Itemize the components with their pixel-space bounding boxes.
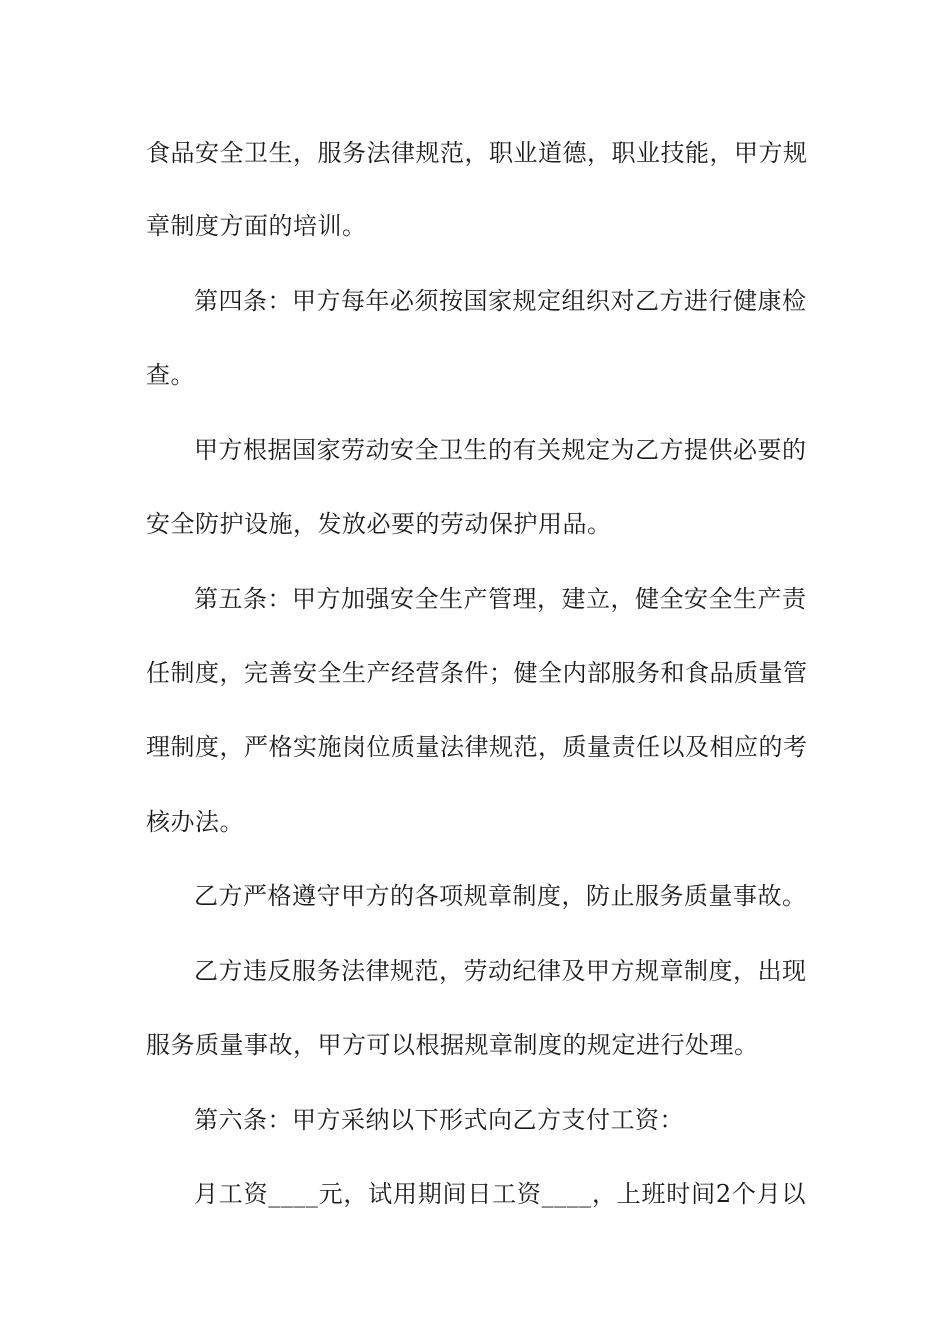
text-line: 第六条：甲方采纳以下形式向乙方支付工资： — [194, 1106, 684, 1134]
text-line: 第四条：甲方每年必须按国家规定组织对乙方进行健康检 — [194, 287, 807, 315]
text-line: 月工资____元，试用期间日工资____，上班时间2个月以 — [194, 1180, 806, 1208]
text-line: 安全防护设施，发放必要的劳动保护用品。 — [146, 510, 612, 538]
text-line: 食品安全卫生，服务法律规范，职业道德，职业技能，甲方规 — [146, 139, 808, 167]
text-line: 章制度方面的培训。 — [146, 212, 367, 240]
text-line: 甲方根据国家劳动安全卫生的有关规定为乙方提供必要的 — [194, 436, 807, 464]
text-line: 理制度，严格实施岗位质量法律规范，质量责任以及相应的考 — [146, 733, 808, 761]
text-line: 乙方违反服务法律规范，劳动纪律及甲方规章制度，出现 — [194, 957, 807, 985]
text-line: 乙方严格遵守甲方的各项规章制度，防止服务质量事故。 — [194, 882, 807, 910]
text-line: 核办法。 — [146, 808, 244, 836]
text-line: 服务质量事故，甲方可以根据规章制度的规定进行处理。 — [146, 1031, 759, 1059]
text-line: 查。 — [146, 361, 195, 389]
text-line: 任制度，完善安全生产经营条件；健全内部服务和食品质量管 — [146, 659, 808, 687]
text-line: 第五条：甲方加强安全生产管理，建立，健全安全生产责 — [194, 585, 807, 613]
